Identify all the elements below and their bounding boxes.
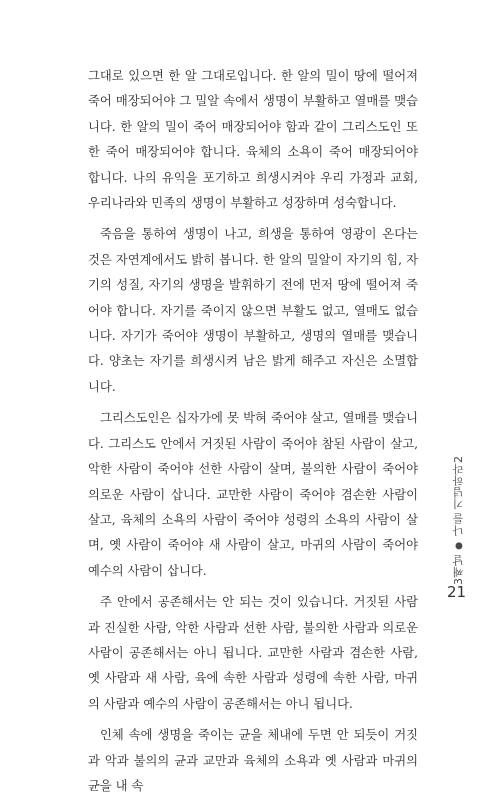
- running-header-part: 3째날: [452, 554, 465, 585]
- paragraph: 주 안에서 공존해서는 안 되는 것이 있습니다. 거짓된 사람과 진실한 사람, 악한 사람과 선한 사람, 불의한 사람과 의로운 사람이 공존해서는 아니 됩니다. 교만한 사람과 겸손한 사람, 옛 사람과 새 사람, 육에 속한 사람과 성령에 속한 사람, 마귀의 사람과 예수의 사람이 공존해서는 아니 됩니다.: [88, 595, 418, 711]
- running-header: [451, 456, 467, 586]
- body-text: [88, 64, 418, 805]
- paragraph: 그대로 있으면 한 알 그대로입니다. 한 알의 밀이 땅에 떨어져 죽어 매장되어야 그 밀알 속에서 생명이 부활하고 열매를 맺습니다. 한 알의 밀이 죽어 매장되어야 함과 같이 그리스도인 또한 죽어 매장되어야 합니다. 육체의 소욕이 죽어 매장되어야 합니다. 나의 유익을 포기하고 희생시켜야 우리 가정과 교회, 우리나라와 민족의 생명이 부활하고 성장하며 성숙합니다.: [88, 69, 418, 211]
- running-header-title: 나를 기념하라2: [452, 455, 465, 536]
- paragraph: 그리스도인은 십자가에 못 박혀 죽어야 살고, 열매를 맺습니다. 그리스도 안에서 거짓된 사람이 죽어야 참된 사람이 살고, 악한 사람이 죽어야 선한 사람이 살며, 불의한 사람이 죽어야 의로운 사람이 삽니다. 교만한 사람이 죽어야 겸손한 사람이 살고, 육체의 소욕의 사람이 죽어야 성령의 소욕의 사람이 살며, 옛 사람이 죽어야 새 사람이 살고, 마귀의 사람이 죽어야 예수의 사람이 삽니다.: [88, 411, 418, 578]
- paragraph: 인체 속에 생명을 죽이는 균을 체내에 두면 안 되듯이 거짓과 악과 불의의 균과 교만과 육체의 소욕과 옛 사람과 마귀의 균을 내 속: [88, 728, 418, 793]
- page-number: 21: [447, 583, 467, 601]
- bullet-icon: ●: [454, 540, 464, 551]
- paragraph: 죽음을 통하여 생명이 나고, 희생을 통하여 영광이 온다는 것은 자연계에서도 밝히 봅니다. 한 알의 밀알이 자기의 힘, 자기의 성질, 자기의 생명을 발휘하기 전에 먼저 땅에 떨어져 죽어야 합니다. 자기를 죽이지 않으면 부활도 없고, 열매도 없습니다. 자기가 죽어야 생명이 부활하고, 생명의 열매를 맺습니다. 양초는 자기를 희생시켜 남은 밝게 해주고 자신은 소멸합니다.: [88, 227, 418, 394]
